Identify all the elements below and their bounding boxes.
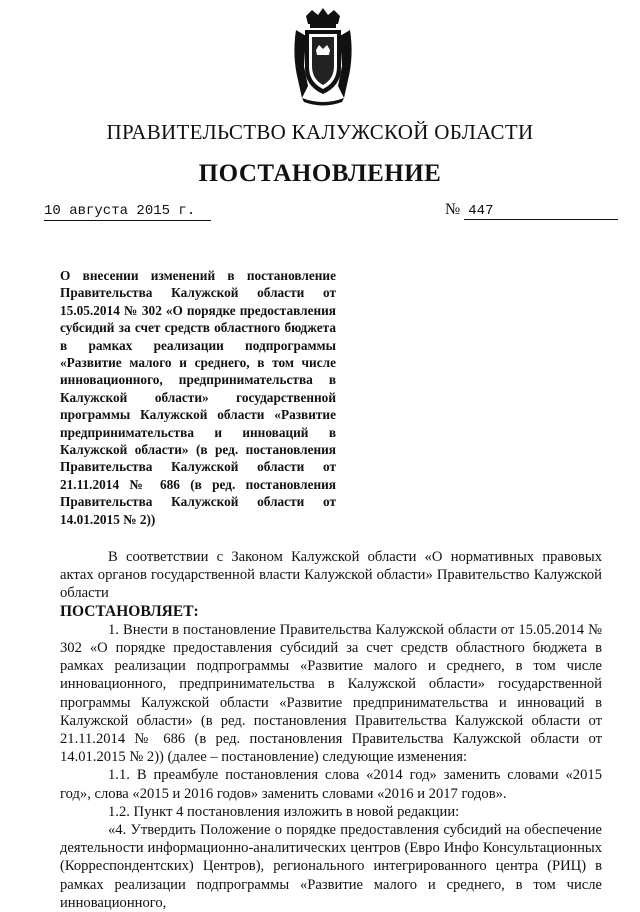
document-number (445, 201, 618, 220)
decree-word: ПОСТАНОВЛЯЕТ: (60, 602, 199, 620)
paragraph-1-2: 1.2. Пункт 4 постановления изложить в новой редакции: (108, 803, 460, 820)
paragraph-1-1: 1.1. В преамбуле постановления слова «2014 год» заменить словами «2015 год», слова «2015 и 2016 годов» заменить словами «2016 и 2017 годов». (60, 767, 602, 802)
number-value: 447 (464, 203, 618, 220)
document-type-title: ПОСТАНОВЛЕНИЕ (198, 160, 442, 187)
document-subject: О внесении изменений в постановление Правительства Калужской области от 15.05.2014 № 302 «О порядке предоставления субсидий за счет средств областного бюджета в рамках реализации подпрограммы «Развитие малого и среднего, в том числе инновационного, предпринимательства в Калужской области» государственной программы Калужской области «Развитие предпринимательства и инноваций в Калужской области» (в ред. постановления Правительства Калужской области от 21.11.2014 № 686 (в ред. постановления Правительства Калужской области от 14.01.2015 № 2)) (60, 268, 336, 527)
government-title: ПРАВИТЕЛЬСТВО КАЛУЖСКОЙ ОБЛАСТИ (106, 120, 534, 144)
paragraph-4-quote: «4. Утвердить Положение о порядке предоставления субсидий на обеспечение деятельности информационно-аналитических центров (Евро Инфо Консультационных (Корреспондентских) Центров), регионального интегрированного центра (РИЦ) в рамках реализации подпрограммы «Развитие малого и среднего, в том числе инновационного, (60, 822, 602, 911)
intro-paragraph: В соответствии с Законом Калужской области «О нормативных правовых актах органов государственной власти Калужской области» Правительство Калужской области (60, 549, 602, 602)
number-label: № (445, 201, 461, 218)
document-body (60, 548, 602, 912)
paragraph-1: 1. Внести в постановление Правительства Калужской области от 15.05.2014 № 302 «О порядке предоставления субсидий за счет средств областного бюджета в рамках реализации подпрограммы «Развитие малого и среднего, в том числе инновационного, предпринимательства в Калужской области» государственной программы Калужской области «Развитие предпринимательства и инноваций в Калужской области» (в ред. постановления Правительства Калужской области от 21.11.2014 № 686 (в ред. постановления Правительства Калужской области от 14.01.2015 № 2)) (далее – постановление) следующие изменения: (60, 621, 602, 766)
coat-of-arms-emblem (288, 6, 358, 106)
document-date: 10 августа 2015 г. (44, 203, 211, 221)
